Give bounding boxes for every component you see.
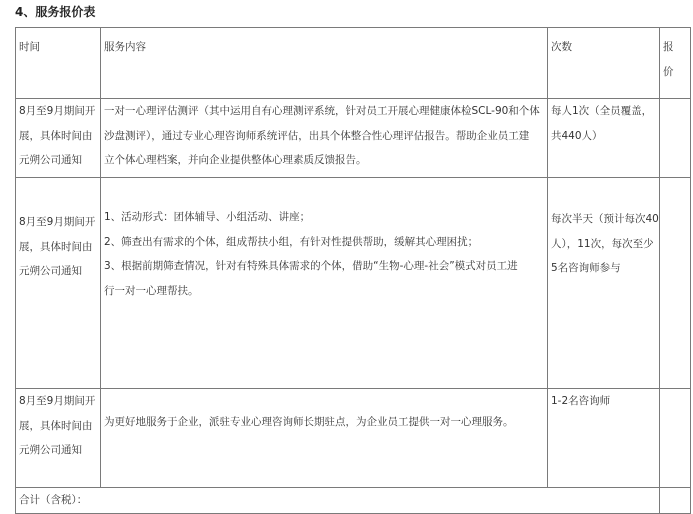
row3-count: 1-2名咨询师 xyxy=(548,389,660,488)
row2-price xyxy=(660,178,691,389)
section-title: 4、服务报价表 xyxy=(15,5,96,19)
total-row xyxy=(16,488,691,514)
table-row xyxy=(16,178,691,389)
header-price: 报 价 xyxy=(660,28,691,99)
row1-count: 每人1次（全员覆盖， 共440人） xyxy=(548,99,660,178)
row1-price xyxy=(660,99,691,178)
header-time: 时间 xyxy=(16,28,101,99)
header-content: 服务内容 xyxy=(101,28,548,99)
row1-time: 8月至9月期间开 展，具体时间由 元朔公司通知 xyxy=(16,99,101,178)
row1-content: 一对一心理评估测评（其中运用自有心理测评系统，针对员工开展心理健康体检SCL-90和个体 沙盘测评），通过专业心理咨询师系统评估，出具个体整合性心理评估报告。帮助企业员工建 立个体心理档案，并向企业提供整体心理素质反馈报告。 xyxy=(101,99,548,178)
row2-content: 1、活动形式：团体辅导、小组活动、讲座； 2、筛查出有需求的个体，组成帮扶小组，有针对性提供帮助，缓解其心理困扰； 3、根据前期筛查情况，针对有特殊具体需求的个体，借助“生物-心理-社会”模式对员工进 行一对一心理帮扶。 xyxy=(101,178,548,389)
header-count: 次数 xyxy=(548,28,660,99)
row2-time: 8月至9月期间开 展，具体时间由 元朔公司通知 xyxy=(16,178,101,389)
total-price xyxy=(660,488,691,514)
service-quote-table xyxy=(15,27,691,514)
row3-content: 为更好地服务于企业，派驻专业心理咨询师长期驻点，为企业员工提供一对一心理服务。 xyxy=(101,389,548,488)
row3-time: 8月至9月期间开 展，具体时间由 元朔公司通知 xyxy=(16,389,101,488)
row3-price xyxy=(660,389,691,488)
total-label: 合计（含税）： xyxy=(16,488,660,514)
table-row xyxy=(16,389,691,488)
table-row xyxy=(16,99,691,178)
table-header-row xyxy=(16,28,691,99)
row2-count: 每次半天（预计每次40 人），11次，每次至少 5名咨询师参与 xyxy=(548,178,660,389)
